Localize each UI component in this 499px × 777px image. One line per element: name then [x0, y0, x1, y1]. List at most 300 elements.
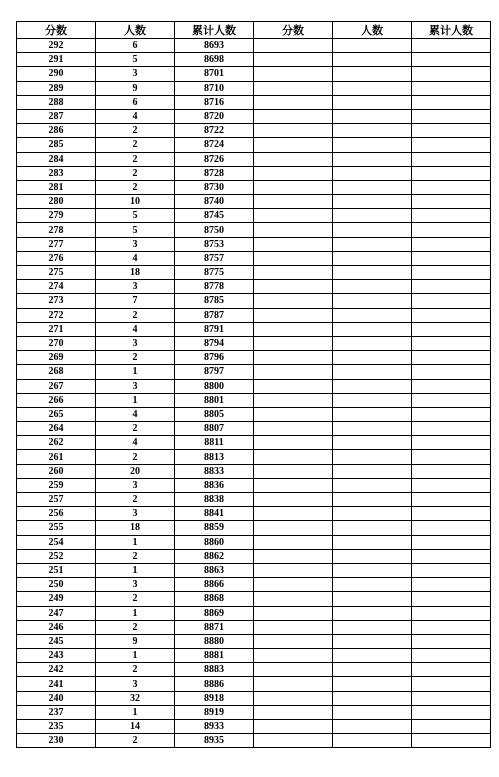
- count-cell: 2: [96, 620, 175, 634]
- cumulative-cell: 8800: [175, 379, 254, 393]
- empty-cumulative-cell: [412, 39, 491, 53]
- score-cell: 262: [17, 436, 96, 450]
- empty-cumulative-cell: [412, 209, 491, 223]
- table-row: [17, 620, 491, 634]
- count-cell: 1: [96, 365, 175, 379]
- empty-count-cell: [333, 365, 412, 379]
- score-cell: 246: [17, 620, 96, 634]
- empty-score-cell: [254, 53, 333, 67]
- table-row: [17, 223, 491, 237]
- cumulative-cell: 8866: [175, 578, 254, 592]
- score-cell: 272: [17, 308, 96, 322]
- empty-cumulative-cell: [412, 734, 491, 748]
- score-cell: 283: [17, 166, 96, 180]
- table-row: [17, 464, 491, 478]
- score-cell: 241: [17, 677, 96, 691]
- cumulative-cell: 8753: [175, 237, 254, 251]
- table-row: [17, 691, 491, 705]
- empty-count-cell: [333, 81, 412, 95]
- empty-count-cell: [333, 720, 412, 734]
- table-row: [17, 422, 491, 436]
- table-row: [17, 280, 491, 294]
- table-row: [17, 634, 491, 648]
- empty-cumulative-cell: [412, 422, 491, 436]
- table-row: [17, 138, 491, 152]
- empty-score-cell: [254, 663, 333, 677]
- cumulative-cell: 8791: [175, 322, 254, 336]
- cumulative-cell: 8813: [175, 450, 254, 464]
- empty-count-cell: [333, 493, 412, 507]
- score-cell: 235: [17, 720, 96, 734]
- empty-score-cell: [254, 180, 333, 194]
- empty-count-cell: [333, 649, 412, 663]
- count-cell: 3: [96, 578, 175, 592]
- count-cell: 6: [96, 39, 175, 53]
- empty-count-cell: [333, 180, 412, 194]
- score-cell: 247: [17, 606, 96, 620]
- empty-cumulative-cell: [412, 95, 491, 109]
- empty-cumulative-cell: [412, 563, 491, 577]
- header-count-left: 人数: [96, 22, 175, 39]
- empty-score-cell: [254, 464, 333, 478]
- count-cell: 3: [96, 67, 175, 81]
- cumulative-cell: 8838: [175, 493, 254, 507]
- score-cell: 291: [17, 53, 96, 67]
- cumulative-cell: 8693: [175, 39, 254, 53]
- header-cumulative-left: 累计人数: [175, 22, 254, 39]
- cumulative-cell: 8933: [175, 720, 254, 734]
- score-cell: 278: [17, 223, 96, 237]
- empty-count-cell: [333, 521, 412, 535]
- table-row: [17, 351, 491, 365]
- empty-score-cell: [254, 649, 333, 663]
- count-cell: 5: [96, 209, 175, 223]
- empty-cumulative-cell: [412, 720, 491, 734]
- empty-count-cell: [333, 95, 412, 109]
- empty-count-cell: [333, 336, 412, 350]
- empty-cumulative-cell: [412, 237, 491, 251]
- cumulative-cell: 8722: [175, 124, 254, 138]
- empty-score-cell: [254, 379, 333, 393]
- table-row: [17, 152, 491, 166]
- table-row: [17, 450, 491, 464]
- cumulative-cell: 8745: [175, 209, 254, 223]
- empty-score-cell: [254, 39, 333, 53]
- count-cell: 14: [96, 720, 175, 734]
- empty-score-cell: [254, 606, 333, 620]
- empty-count-cell: [333, 592, 412, 606]
- count-cell: 5: [96, 53, 175, 67]
- count-cell: 4: [96, 322, 175, 336]
- header-score-right: 分数: [254, 22, 333, 39]
- count-cell: 2: [96, 152, 175, 166]
- header-score-left: 分数: [17, 22, 96, 39]
- table-row: [17, 606, 491, 620]
- empty-score-cell: [254, 705, 333, 719]
- score-cell: 250: [17, 578, 96, 592]
- empty-count-cell: [333, 606, 412, 620]
- score-cell: 290: [17, 67, 96, 81]
- empty-score-cell: [254, 166, 333, 180]
- score-cell: 284: [17, 152, 96, 166]
- cumulative-cell: 8862: [175, 549, 254, 563]
- score-cell: 259: [17, 478, 96, 492]
- empty-cumulative-cell: [412, 379, 491, 393]
- empty-cumulative-cell: [412, 166, 491, 180]
- table-row: [17, 393, 491, 407]
- empty-score-cell: [254, 81, 333, 95]
- table-row: [17, 322, 491, 336]
- empty-count-cell: [333, 407, 412, 421]
- score-cell: 285: [17, 138, 96, 152]
- empty-count-cell: [333, 507, 412, 521]
- empty-count-cell: [333, 578, 412, 592]
- table-row: [17, 195, 491, 209]
- score-cell: 251: [17, 563, 96, 577]
- count-cell: 3: [96, 379, 175, 393]
- empty-cumulative-cell: [412, 407, 491, 421]
- count-cell: 3: [96, 507, 175, 521]
- empty-score-cell: [254, 620, 333, 634]
- cumulative-cell: 8750: [175, 223, 254, 237]
- score-cell: 292: [17, 39, 96, 53]
- count-cell: 2: [96, 138, 175, 152]
- score-cell: 286: [17, 124, 96, 138]
- count-cell: 3: [96, 677, 175, 691]
- score-cell: 269: [17, 351, 96, 365]
- table-row: [17, 478, 491, 492]
- empty-score-cell: [254, 138, 333, 152]
- count-cell: 2: [96, 351, 175, 365]
- table-row: [17, 649, 491, 663]
- empty-score-cell: [254, 493, 333, 507]
- empty-score-cell: [254, 266, 333, 280]
- table-row: [17, 308, 491, 322]
- count-cell: 2: [96, 124, 175, 138]
- empty-count-cell: [333, 549, 412, 563]
- empty-count-cell: [333, 351, 412, 365]
- score-cell: 264: [17, 422, 96, 436]
- empty-score-cell: [254, 549, 333, 563]
- table-header: [17, 22, 491, 39]
- score-cell: 271: [17, 322, 96, 336]
- count-cell: 1: [96, 535, 175, 549]
- empty-count-cell: [333, 478, 412, 492]
- table-row: [17, 379, 491, 393]
- empty-count-cell: [333, 280, 412, 294]
- empty-score-cell: [254, 280, 333, 294]
- table-row: [17, 109, 491, 123]
- empty-score-cell: [254, 109, 333, 123]
- cumulative-cell: 8701: [175, 67, 254, 81]
- cumulative-cell: 8787: [175, 308, 254, 322]
- empty-score-cell: [254, 578, 333, 592]
- empty-count-cell: [333, 677, 412, 691]
- score-cell: 268: [17, 365, 96, 379]
- empty-cumulative-cell: [412, 266, 491, 280]
- empty-score-cell: [254, 535, 333, 549]
- count-cell: 1: [96, 705, 175, 719]
- count-cell: 9: [96, 634, 175, 648]
- score-cell: 252: [17, 549, 96, 563]
- empty-score-cell: [254, 322, 333, 336]
- cumulative-cell: 8868: [175, 592, 254, 606]
- empty-score-cell: [254, 237, 333, 251]
- table-row: [17, 521, 491, 535]
- score-cell: 276: [17, 251, 96, 265]
- table-row: [17, 95, 491, 109]
- empty-cumulative-cell: [412, 195, 491, 209]
- empty-count-cell: [333, 634, 412, 648]
- score-cell: 266: [17, 393, 96, 407]
- score-cell: 237: [17, 705, 96, 719]
- count-cell: 4: [96, 407, 175, 421]
- empty-count-cell: [333, 691, 412, 705]
- empty-cumulative-cell: [412, 436, 491, 450]
- empty-cumulative-cell: [412, 634, 491, 648]
- empty-cumulative-cell: [412, 251, 491, 265]
- table-row: [17, 67, 491, 81]
- empty-count-cell: [333, 322, 412, 336]
- score-cell: 256: [17, 507, 96, 521]
- cumulative-cell: 8859: [175, 521, 254, 535]
- empty-score-cell: [254, 351, 333, 365]
- empty-score-cell: [254, 124, 333, 138]
- empty-count-cell: [333, 294, 412, 308]
- cumulative-cell: 8841: [175, 507, 254, 521]
- score-cell: 249: [17, 592, 96, 606]
- empty-score-cell: [254, 563, 333, 577]
- score-cell: 267: [17, 379, 96, 393]
- table-row: [17, 507, 491, 521]
- empty-count-cell: [333, 223, 412, 237]
- empty-count-cell: [333, 308, 412, 322]
- table-row: [17, 53, 491, 67]
- count-cell: 2: [96, 592, 175, 606]
- table-row: [17, 237, 491, 251]
- table-row: [17, 407, 491, 421]
- empty-score-cell: [254, 393, 333, 407]
- empty-count-cell: [333, 152, 412, 166]
- empty-cumulative-cell: [412, 663, 491, 677]
- empty-count-cell: [333, 734, 412, 748]
- count-cell: 1: [96, 606, 175, 620]
- empty-cumulative-cell: [412, 620, 491, 634]
- count-cell: 2: [96, 308, 175, 322]
- cumulative-cell: 8720: [175, 109, 254, 123]
- cumulative-cell: 8785: [175, 294, 254, 308]
- empty-score-cell: [254, 365, 333, 379]
- table-row: [17, 166, 491, 180]
- table-row: [17, 294, 491, 308]
- empty-count-cell: [333, 266, 412, 280]
- count-cell: 6: [96, 95, 175, 109]
- table-row: [17, 436, 491, 450]
- score-distribution-table: [16, 21, 491, 748]
- empty-cumulative-cell: [412, 535, 491, 549]
- cumulative-cell: 8886: [175, 677, 254, 691]
- empty-cumulative-cell: [412, 606, 491, 620]
- count-cell: 10: [96, 195, 175, 209]
- cumulative-cell: 8883: [175, 663, 254, 677]
- cumulative-cell: 8757: [175, 251, 254, 265]
- empty-count-cell: [333, 166, 412, 180]
- empty-count-cell: [333, 138, 412, 152]
- empty-score-cell: [254, 521, 333, 535]
- table-row: [17, 266, 491, 280]
- cumulative-cell: 8778: [175, 280, 254, 294]
- table-row: [17, 734, 491, 748]
- table-row: [17, 251, 491, 265]
- cumulative-cell: 8797: [175, 365, 254, 379]
- count-cell: 2: [96, 422, 175, 436]
- empty-score-cell: [254, 691, 333, 705]
- empty-count-cell: [333, 251, 412, 265]
- count-cell: 2: [96, 450, 175, 464]
- table-row: [17, 365, 491, 379]
- score-cell: 275: [17, 266, 96, 280]
- cumulative-cell: 8935: [175, 734, 254, 748]
- score-cell: 274: [17, 280, 96, 294]
- score-cell: 243: [17, 649, 96, 663]
- empty-score-cell: [254, 195, 333, 209]
- empty-score-cell: [254, 294, 333, 308]
- table-row: [17, 535, 491, 549]
- empty-score-cell: [254, 67, 333, 81]
- table-row: [17, 578, 491, 592]
- cumulative-cell: 8730: [175, 180, 254, 194]
- count-cell: 18: [96, 521, 175, 535]
- empty-count-cell: [333, 237, 412, 251]
- score-cell: 260: [17, 464, 96, 478]
- empty-count-cell: [333, 195, 412, 209]
- empty-score-cell: [254, 436, 333, 450]
- table-row: [17, 663, 491, 677]
- count-cell: 7: [96, 294, 175, 308]
- cumulative-cell: 8833: [175, 464, 254, 478]
- count-cell: 5: [96, 223, 175, 237]
- empty-score-cell: [254, 592, 333, 606]
- score-cell: 240: [17, 691, 96, 705]
- empty-count-cell: [333, 450, 412, 464]
- empty-score-cell: [254, 407, 333, 421]
- empty-cumulative-cell: [412, 578, 491, 592]
- empty-cumulative-cell: [412, 478, 491, 492]
- count-cell: 1: [96, 563, 175, 577]
- empty-score-cell: [254, 308, 333, 322]
- score-cell: 255: [17, 521, 96, 535]
- empty-count-cell: [333, 705, 412, 719]
- cumulative-cell: 8863: [175, 563, 254, 577]
- count-cell: 3: [96, 336, 175, 350]
- cumulative-cell: 8807: [175, 422, 254, 436]
- empty-score-cell: [254, 450, 333, 464]
- cumulative-cell: 8860: [175, 535, 254, 549]
- empty-score-cell: [254, 734, 333, 748]
- cumulative-cell: 8740: [175, 195, 254, 209]
- empty-cumulative-cell: [412, 294, 491, 308]
- empty-cumulative-cell: [412, 549, 491, 563]
- empty-cumulative-cell: [412, 507, 491, 521]
- empty-cumulative-cell: [412, 365, 491, 379]
- cumulative-cell: 8869: [175, 606, 254, 620]
- count-cell: 18: [96, 266, 175, 280]
- count-cell: 2: [96, 734, 175, 748]
- table-row: [17, 677, 491, 691]
- table-row: [17, 336, 491, 350]
- count-cell: 1: [96, 649, 175, 663]
- count-cell: 3: [96, 237, 175, 251]
- empty-score-cell: [254, 336, 333, 350]
- cumulative-cell: 8728: [175, 166, 254, 180]
- score-cell: 245: [17, 634, 96, 648]
- count-cell: 32: [96, 691, 175, 705]
- cumulative-cell: 8726: [175, 152, 254, 166]
- cumulative-cell: 8919: [175, 705, 254, 719]
- empty-count-cell: [333, 124, 412, 138]
- empty-score-cell: [254, 720, 333, 734]
- score-cell: 277: [17, 237, 96, 251]
- score-cell: 279: [17, 209, 96, 223]
- cumulative-cell: 8881: [175, 649, 254, 663]
- score-cell: 254: [17, 535, 96, 549]
- empty-cumulative-cell: [412, 124, 491, 138]
- table-row: [17, 81, 491, 95]
- empty-count-cell: [333, 422, 412, 436]
- score-cell: 288: [17, 95, 96, 109]
- count-cell: 4: [96, 109, 175, 123]
- score-cell: 273: [17, 294, 96, 308]
- empty-count-cell: [333, 620, 412, 634]
- table-row: [17, 563, 491, 577]
- table-row: [17, 592, 491, 606]
- empty-count-cell: [333, 436, 412, 450]
- empty-cumulative-cell: [412, 336, 491, 350]
- table-row: [17, 180, 491, 194]
- empty-cumulative-cell: [412, 81, 491, 95]
- empty-cumulative-cell: [412, 649, 491, 663]
- header-row: [17, 22, 491, 39]
- count-cell: 2: [96, 549, 175, 563]
- empty-cumulative-cell: [412, 592, 491, 606]
- cumulative-cell: 8724: [175, 138, 254, 152]
- empty-cumulative-cell: [412, 677, 491, 691]
- score-cell: 287: [17, 109, 96, 123]
- count-cell: 4: [96, 436, 175, 450]
- table-body: [17, 39, 491, 748]
- empty-score-cell: [254, 251, 333, 265]
- cumulative-cell: 8716: [175, 95, 254, 109]
- score-cell: 242: [17, 663, 96, 677]
- empty-cumulative-cell: [412, 138, 491, 152]
- count-cell: 2: [96, 180, 175, 194]
- count-cell: 2: [96, 493, 175, 507]
- score-cell: 261: [17, 450, 96, 464]
- empty-cumulative-cell: [412, 152, 491, 166]
- empty-count-cell: [333, 109, 412, 123]
- empty-score-cell: [254, 677, 333, 691]
- empty-cumulative-cell: [412, 464, 491, 478]
- score-cell: 230: [17, 734, 96, 748]
- cumulative-cell: 8918: [175, 691, 254, 705]
- empty-cumulative-cell: [412, 493, 491, 507]
- score-cell: 280: [17, 195, 96, 209]
- count-cell: 3: [96, 478, 175, 492]
- score-cell: 289: [17, 81, 96, 95]
- empty-cumulative-cell: [412, 322, 491, 336]
- score-cell: 257: [17, 493, 96, 507]
- cumulative-cell: 8794: [175, 336, 254, 350]
